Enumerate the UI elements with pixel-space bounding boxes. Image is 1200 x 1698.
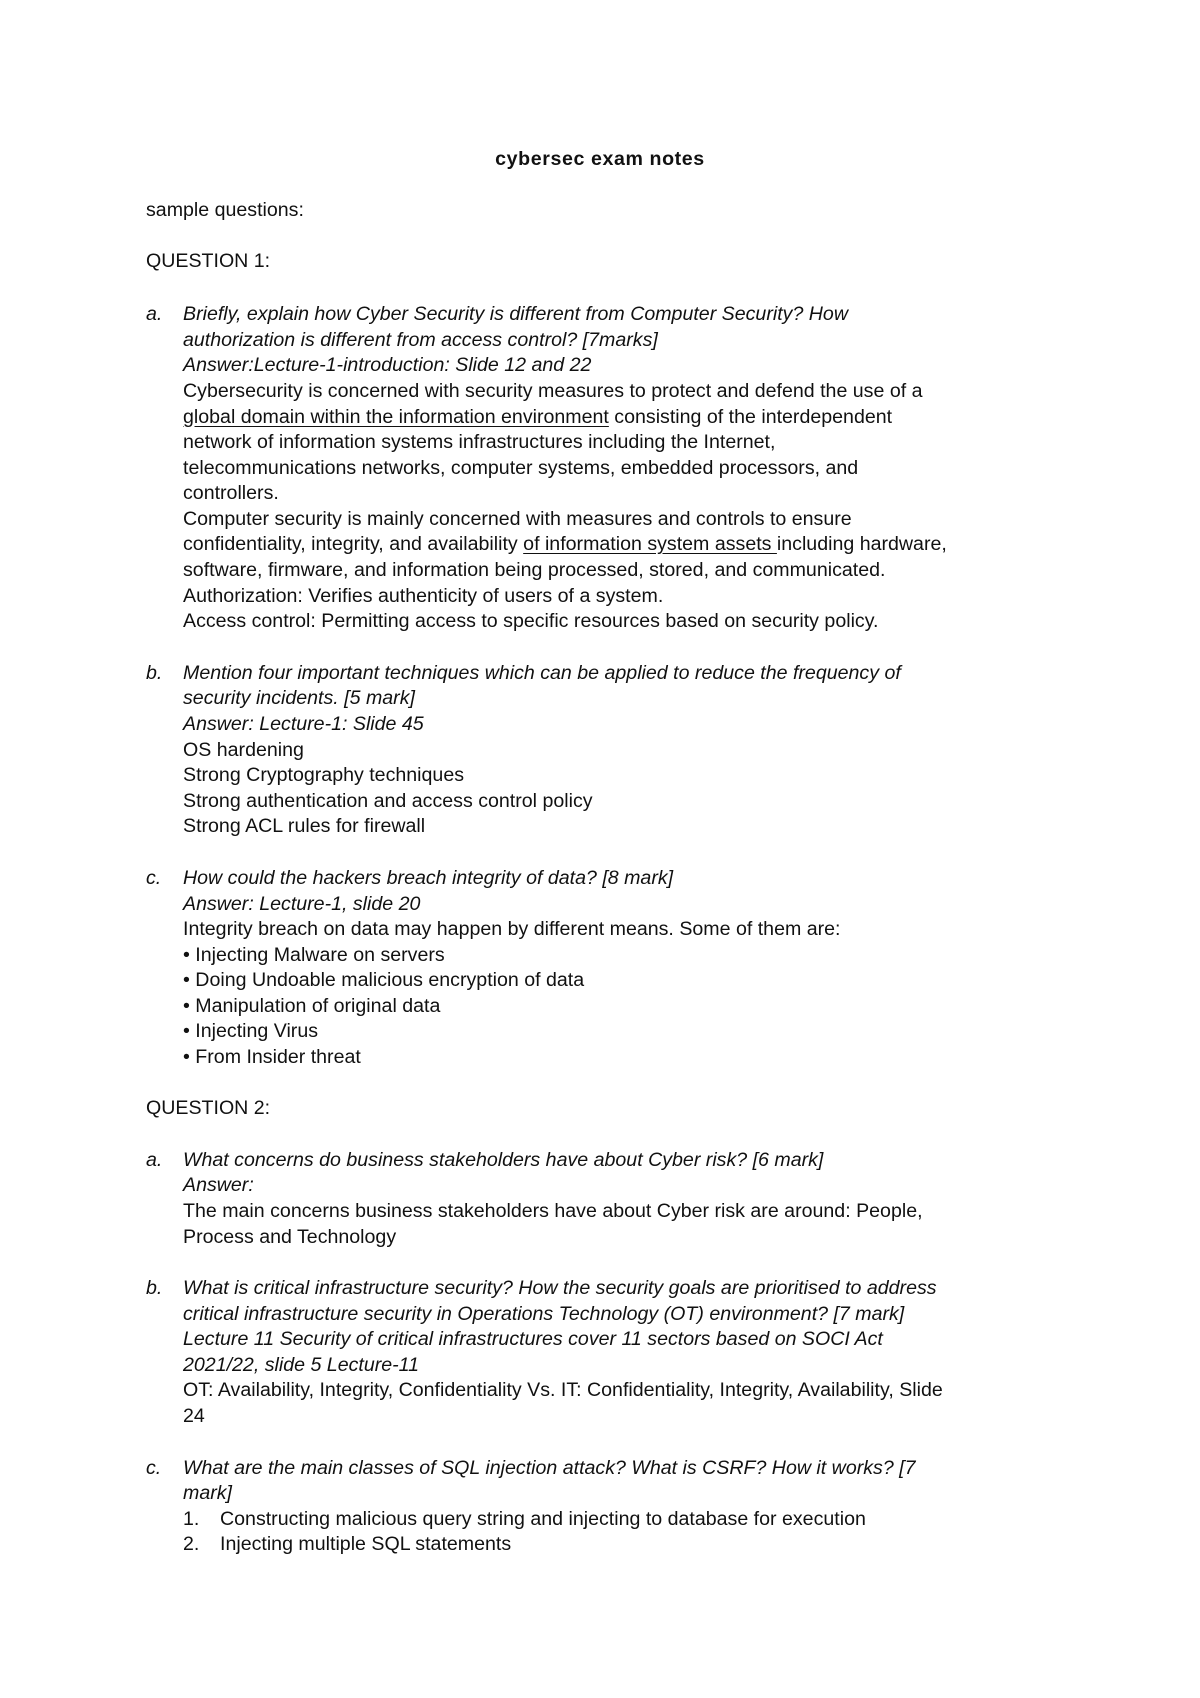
q1c-bullet: • Manipulation of original data xyxy=(183,995,441,1017)
q2a-body-line: Process and Technology xyxy=(183,1226,397,1248)
q1a-body-line: Cybersecurity is concerned with security measures to protect and defend the use of a xyxy=(183,380,923,402)
q2b-question-line: critical infrastructure security in Operations Technology (OT) environment? [7 mark] xyxy=(183,1303,905,1325)
q2a-answer-ref: Answer: xyxy=(183,1174,254,1196)
body-text: including hardware, xyxy=(776,533,947,555)
q2a-marker: a. xyxy=(146,1149,163,1171)
q1c-bullet: • Injecting Malware on servers xyxy=(183,944,445,966)
q1c-question-line: How could the hackers breach integrity of data? [8 mark] xyxy=(183,867,674,889)
q1b-marker: b. xyxy=(146,662,163,684)
q1a-body-line: Access control: Permitting access to specific resources based on security policy. xyxy=(183,610,879,632)
q2c-list-number: 1. xyxy=(183,1508,200,1530)
q1c-bullet: • Doing Undoable malicious encryption of data xyxy=(183,969,585,991)
q1a-body-line: Authorization: Verifies authenticity of users of a system. xyxy=(183,585,664,607)
q2c-list-item: Constructing malicious query string and injecting to database for execution xyxy=(220,1508,866,1530)
q1b-answer-ref: Answer: Lecture-1: Slide 45 xyxy=(183,713,424,735)
question-1-heading: QUESTION 1: xyxy=(146,250,271,272)
q1a-body-line: network of information systems infrastructures including the Internet, xyxy=(183,431,776,453)
q1c-bullet: • Injecting Virus xyxy=(183,1020,319,1042)
q1a-question-line: authorization is different from access control? [7marks] xyxy=(183,329,658,351)
q1a-body-line xyxy=(183,404,892,430)
body-text: consisting of the interdependent xyxy=(608,406,893,428)
q2c-question-line: mark] xyxy=(183,1482,232,1504)
q1a-body-line: telecommunications networks, computer systems, embedded processors, and xyxy=(183,457,859,479)
q1a-answer-ref: Answer:Lecture-1-introduction: Slide 12 and 22 xyxy=(183,354,592,376)
q2b-marker: b. xyxy=(146,1277,163,1299)
q2b-reference-line: 2021/22, slide 5 Lecture-11 xyxy=(183,1354,420,1376)
q1a-body-line xyxy=(183,531,947,557)
q2a-question-line: What concerns do business stakeholders have about Cyber risk? [6 mark] xyxy=(183,1149,824,1171)
q1a-body-line: software, firmware, and information being processed, stored, and communicated. xyxy=(183,559,886,581)
q2b-body-line: OT: Availability, Integrity, Confidentiality Vs. IT: Confidentiality, Integrity, Availability, Slide xyxy=(183,1379,943,1401)
underlined-phrase: of information system assets xyxy=(523,533,777,555)
q2c-marker: c. xyxy=(146,1457,162,1479)
q1c-answer-ref: Answer: Lecture-1, slide 20 xyxy=(183,893,421,915)
q2b-reference-line: Lecture 11 Security of critical infrastructures cover 11 sectors based on SOCI Act xyxy=(183,1328,883,1350)
q1b-question-line: Mention four important techniques which can be applied to reduce the frequency of xyxy=(183,662,901,684)
q1b-question-line: security incidents. [5 mark] xyxy=(183,687,415,709)
q1b-item: Strong ACL rules for firewall xyxy=(183,815,426,837)
q2c-question-line: What are the main classes of SQL injection attack? What is CSRF? How it works? [7 xyxy=(183,1457,916,1479)
q1b-item: OS hardening xyxy=(183,739,304,761)
q2b-body-line: 24 xyxy=(183,1405,205,1427)
body-text: confidentiality, integrity, and availability xyxy=(183,533,524,555)
q1c-intro: Integrity breach on data may happen by different means. Some of them are: xyxy=(183,918,841,940)
q1a-body-line: controllers. xyxy=(183,482,279,504)
q1b-item: Strong authentication and access control policy xyxy=(183,790,593,812)
q1a-question-line: Briefly, explain how Cyber Security is different from Computer Security? How xyxy=(183,303,848,325)
underlined-phrase: global domain within the information environment xyxy=(183,406,609,428)
question-2-heading: QUESTION 2: xyxy=(146,1097,271,1119)
q1a-body-line: Computer security is mainly concerned with measures and controls to ensure xyxy=(183,508,852,530)
q1a-marker: a. xyxy=(146,303,163,325)
q1c-marker: c. xyxy=(146,867,162,889)
q2a-body-line: The main concerns business stakeholders have about Cyber risk are around: People, xyxy=(183,1200,923,1222)
q2c-list-number: 2. xyxy=(183,1533,200,1555)
q2b-question-line: What is critical infrastructure security? How the security goals are prioritised to address xyxy=(183,1277,937,1299)
document-title: cybersec exam notes xyxy=(495,148,705,170)
subtitle: sample questions: xyxy=(146,199,304,221)
q2c-list-item: Injecting multiple SQL statements xyxy=(220,1533,512,1555)
q1b-item: Strong Cryptography techniques xyxy=(183,764,465,786)
q1c-bullet: • From Insider threat xyxy=(183,1046,361,1068)
